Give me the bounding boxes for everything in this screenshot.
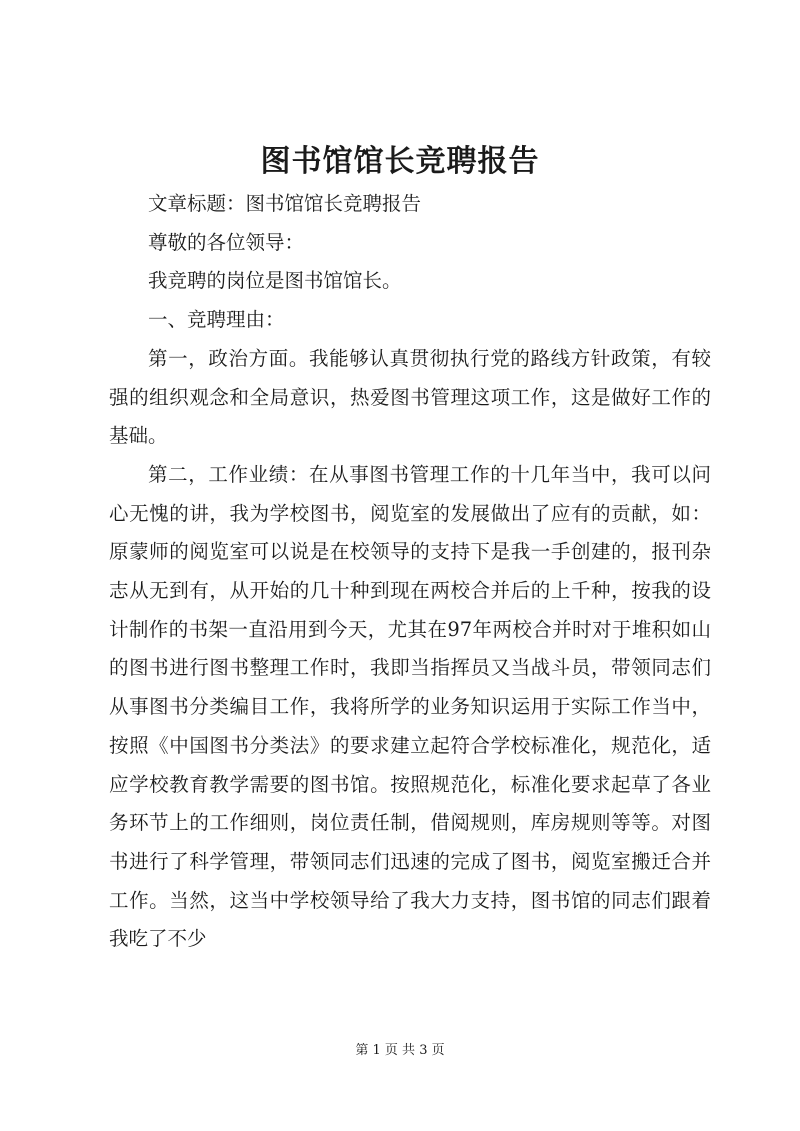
paragraph-position: 我竞聘的岗位是图书馆馆长。 [148,269,402,293]
document-title: 图书馆馆长竞聘报告 [260,144,540,179]
paragraph-section-heading: 一、竞聘理由： [148,308,285,332]
paragraph-salutation: 尊敬的各位领导： [148,230,305,254]
paragraph-achievements: 第二，工作业绩：在从事图书管理工作的十几年当中，我可以问心无愧的讲，我为学校图书，阅览室的发展做出了应有的贡献，如：原蒙师的阅览室可以说是在校领导的支持下是我一手创建的，报刊杂志从无到有，从开始的几十种到现在两校合并后的上千种，按我的设计制作的书架一直沿用到今天，尤其在97年两校合并时对于堆积如山的图书进行图书整理工作时，我即当指挥员又当战斗员，带领同志们从事图书分类编目工作，我将所学的业务知识运用于实际工作当中，按照《中国图书分类法》的要求建立起符合学校标准化，规范化，适应学校教育教学需要的图书馆。按照规范化，标准化要求起草了各业务环节上的工作细则，岗位责任制，借阅规则，库房规则等等。对图书进行了科学管理，带领同志们迅速的完成了图书，阅览室搬迁合并工作。当然，这当中学校领导给了我大力支持，图书馆的同志们跟着我吃了不少 [109,462,711,951]
paragraph-political: 第一，政治方面。我能够认真贯彻执行党的路线方针政策，有较强的组织观念和全局意识，热爱图书管理这项工作，这是做好工作的基础。 [109,346,711,448]
paragraph-article-title: 文章标题：图书馆馆长竞聘报告 [148,192,422,215]
page-number-footer: 第 1 页 共 3 页 [355,1043,445,1058]
document-body [109,185,711,959]
